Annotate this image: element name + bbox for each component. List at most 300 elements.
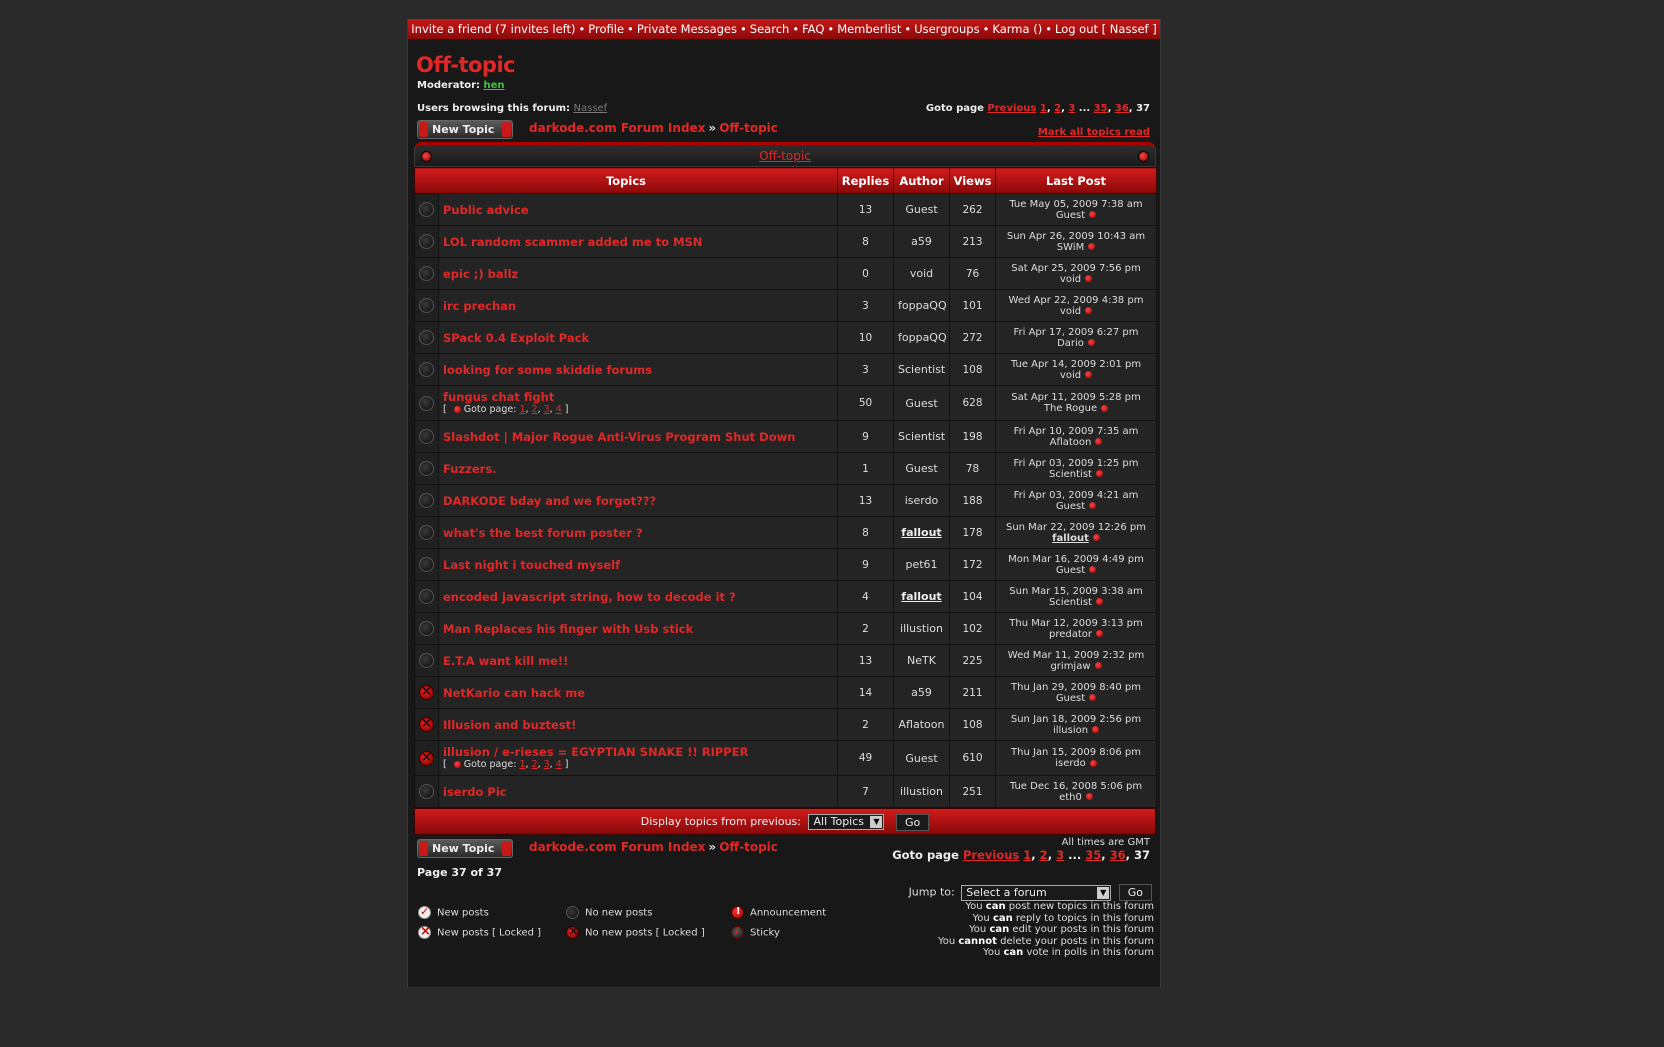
last-post-user[interactable]: void (1059, 273, 1082, 285)
topic-title-link[interactable]: NetKario can hack me (443, 685, 586, 700)
breadcrumb-separator: » (708, 121, 717, 135)
topic-title-cell (439, 453, 838, 485)
page-link[interactable]: 35 (1093, 103, 1108, 114)
topic-title-cell (439, 194, 838, 226)
last-post-cell (996, 776, 1157, 808)
topic-page-link[interactable]: 1 (519, 758, 526, 770)
last-post-date: Fri Apr 10, 2009 7:35 am (1013, 425, 1139, 437)
topic-title-cell (439, 549, 838, 581)
nav-item[interactable]: Private Messages (636, 22, 737, 36)
topic-status-cell (415, 290, 439, 322)
legend-new-locked (418, 926, 541, 939)
view-latest-post-icon[interactable] (1090, 760, 1097, 767)
users-browsing (417, 103, 607, 114)
last-post-cell (996, 386, 1157, 421)
views-cell: 104 (950, 581, 996, 613)
last-post-user-line (998, 725, 1154, 736)
goto-page-label: Goto page (892, 848, 963, 862)
topic-page-link[interactable]: 2 (531, 758, 538, 770)
left-knob-icon (421, 151, 432, 162)
topic-title-link[interactable]: Illusion and buztest! (443, 717, 577, 732)
replies-cell: 10 (838, 322, 894, 354)
display-select-value: All Topics (813, 815, 865, 828)
view-latest-post-icon[interactable] (1095, 438, 1102, 445)
views-cell: 178 (950, 517, 996, 549)
author-cell: foppaQQ (894, 290, 950, 322)
topic-status-cell (415, 741, 439, 776)
no-new-posts-icon (419, 557, 434, 572)
view-latest-post-icon[interactable] (1096, 598, 1103, 605)
announcement-icon (731, 906, 744, 919)
table-row (415, 386, 1157, 421)
current-page: 37 (1136, 103, 1150, 114)
author-cell: Aflatoon (894, 709, 950, 741)
last-post-date: Fri Apr 17, 2009 6:27 pm (1013, 326, 1139, 338)
last-post-user[interactable]: Guest (1055, 564, 1086, 576)
moderator-label: Moderator: (417, 80, 481, 91)
timezone-note: All times are GMT (1061, 837, 1150, 848)
last-post-date: Thu Mar 12, 2009 3:13 pm (1009, 617, 1143, 629)
topic-title-link[interactable]: LOL random scammer added me to MSN (443, 234, 703, 249)
last-post-user[interactable]: grimjaw (1050, 660, 1091, 672)
header-author: Author (894, 168, 950, 194)
author-cell[interactable]: fallout (894, 581, 950, 613)
legend-label: No new posts (585, 907, 653, 919)
topic-status-cell (415, 322, 439, 354)
moderator-name-link[interactable]: hen (483, 80, 505, 91)
legend-label: Announcement (750, 907, 827, 919)
topic-title-link[interactable]: epic ;) ballz (443, 266, 519, 281)
new-topic-button[interactable]: New Topic (417, 120, 513, 139)
topic-status-cell (415, 386, 439, 421)
legend-label: New posts [ Locked ] (437, 927, 542, 939)
permission-line: You can edit your posts in this forum (969, 924, 1154, 935)
permission-verb: can (985, 901, 1006, 912)
topic-status-cell (415, 581, 439, 613)
last-post-date: Sun Jan 18, 2009 2:56 pm (1010, 713, 1142, 725)
breadcrumb-index-link[interactable]: darkode.com Forum Index (529, 121, 706, 135)
no-new-posts-icon (419, 461, 434, 476)
jump-to-select[interactable] (961, 885, 1111, 901)
topic-title-link[interactable]: encoded javascript string, how to decode it ? (443, 589, 736, 604)
last-post-cell (996, 194, 1157, 226)
views-cell: 108 (950, 354, 996, 386)
nav-separator: • (1045, 22, 1052, 36)
topic-title-cell (439, 645, 838, 677)
topic-page-link[interactable]: 3 (543, 758, 550, 770)
last-post-user[interactable]: void (1059, 305, 1082, 317)
no-new-posts-icon (419, 396, 434, 411)
jump-go-button[interactable]: Go (1119, 884, 1152, 901)
topic-title-link[interactable]: looking for some skiddie forums (443, 362, 653, 377)
view-latest-post-icon[interactable] (1092, 726, 1099, 733)
topic-title-cell (439, 485, 838, 517)
author-cell: Guest (894, 741, 950, 776)
legend-sticky (731, 926, 780, 939)
no-new-posts-icon (419, 621, 434, 636)
topic-status-cell (415, 645, 439, 677)
page-link[interactable]: 3 (1056, 848, 1065, 862)
topics-panel (414, 142, 1156, 835)
views-cell: 198 (950, 421, 996, 453)
chevron-down-icon: ▼ (1097, 887, 1109, 899)
topic-title-link[interactable]: iserdo Pic (443, 784, 507, 799)
last-post-cell (996, 421, 1157, 453)
last-post-user-line (998, 758, 1154, 769)
replies-cell: 4 (838, 581, 894, 613)
topic-title-link[interactable]: SPack 0.4 Exploit Pack (443, 330, 590, 345)
goto-page-label: Goto page: (460, 403, 520, 415)
top-nav (408, 19, 1160, 40)
topic-title-cell (439, 581, 838, 613)
page-link[interactable]: 35 (1085, 848, 1102, 862)
view-latest-post-icon[interactable] (1085, 307, 1092, 314)
last-post-user[interactable]: predator (1048, 628, 1093, 640)
locked-topic-icon (419, 751, 434, 766)
topic-title-link[interactable]: E.T.A want kill me!! (443, 653, 569, 668)
display-topics-bar (414, 808, 1156, 835)
legend-new-posts (418, 906, 489, 919)
table-row (415, 613, 1157, 645)
last-post-date: Fri Apr 03, 2009 1:25 pm (1013, 457, 1139, 469)
last-post-user-line (998, 437, 1154, 448)
topic-title-cell (439, 741, 838, 776)
author-cell[interactable]: fallout (894, 517, 950, 549)
view-latest-post-icon[interactable] (1089, 566, 1096, 573)
last-post-cell (996, 322, 1157, 354)
last-post-user-line (998, 338, 1154, 349)
permission-line: You can vote in polls in this forum (983, 947, 1154, 958)
table-row (415, 258, 1157, 290)
no-new-posts-icon (419, 202, 434, 217)
page-link[interactable]: 2 (1054, 103, 1062, 114)
view-latest-post-icon[interactable] (1095, 662, 1102, 669)
permission-line: You can post new topics in this forum (965, 901, 1154, 912)
view-latest-post-icon[interactable] (1088, 243, 1095, 250)
replies-cell: 1 (838, 453, 894, 485)
table-row (415, 677, 1157, 709)
views-cell: 102 (950, 613, 996, 645)
view-latest-post-icon[interactable] (1089, 694, 1096, 701)
nav-item[interactable]: Log out [ Nassef ] (1054, 22, 1157, 36)
nav-separator: • (740, 22, 747, 36)
view-latest-post-icon[interactable] (1093, 534, 1100, 541)
nav-item[interactable]: Memberlist (837, 22, 902, 36)
replies-cell: 13 (838, 194, 894, 226)
new-posts-icon (418, 906, 431, 919)
last-post-user[interactable]: void (1059, 369, 1082, 381)
pagination-ellipsis: ... (1064, 848, 1086, 862)
views-cell: 225 (950, 645, 996, 677)
last-post-user[interactable]: Dario (1057, 337, 1084, 349)
topic-title-cell (439, 517, 838, 549)
topic-page-link[interactable]: 1 (519, 403, 526, 415)
breadcrumb-separator: » (708, 840, 717, 854)
replies-cell: 2 (838, 709, 894, 741)
breadcrumb-forum-link[interactable]: Off-topic (719, 840, 778, 854)
permission-line: You cannot delete your posts in this forum (937, 935, 1154, 947)
replies-cell: 3 (838, 290, 894, 322)
breadcrumb-forum-link[interactable]: Off-topic (719, 121, 778, 135)
page-link[interactable]: 2 (1039, 848, 1048, 862)
last-post-date: Sun Mar 22, 2009 12:26 pm (1005, 521, 1147, 533)
author-cell: NeTK (894, 645, 950, 677)
forum-permissions (938, 901, 1154, 959)
no-new-posts-icon (419, 784, 434, 799)
last-post-cell (996, 645, 1157, 677)
page-link[interactable]: 3 (1068, 103, 1076, 114)
display-go-button[interactable]: Go (896, 814, 929, 831)
topic-title-link[interactable]: Fuzzers. (443, 461, 497, 476)
last-post-cell (996, 354, 1157, 386)
last-post-user[interactable]: Guest (1055, 500, 1086, 512)
category-title-link[interactable]: Off-topic (759, 149, 811, 163)
new-topic-button-bottom[interactable]: New Topic (417, 839, 513, 858)
last-post-user-line (998, 242, 1154, 253)
last-post-user-line (998, 469, 1154, 480)
display-label: Display topics from previous: (640, 815, 801, 828)
page-link[interactable]: 36 (1114, 103, 1129, 114)
view-latest-post-icon[interactable] (1101, 405, 1108, 412)
author-cell: pet61 (894, 549, 950, 581)
topic-title-cell (439, 709, 838, 741)
mark-all-read-link[interactable]: Mark all topics read (1037, 127, 1150, 138)
last-post-cell (996, 485, 1157, 517)
last-post-user-line (998, 565, 1154, 576)
replies-cell: 13 (838, 645, 894, 677)
last-post-user[interactable]: eth0 (1059, 791, 1082, 803)
view-latest-post-icon[interactable] (1085, 371, 1092, 378)
topic-title-cell (439, 226, 838, 258)
views-cell: 172 (950, 549, 996, 581)
last-post-cell (996, 226, 1157, 258)
author-cell: iserdo (894, 485, 950, 517)
topic-title-cell (439, 258, 838, 290)
previous-page-link[interactable]: Previous (962, 848, 1020, 862)
topic-title-cell (439, 421, 838, 453)
moderator-line (417, 80, 505, 91)
no-new-posts-icon (419, 589, 434, 604)
last-post-user[interactable]: Guest (1055, 692, 1086, 704)
last-post-date: Sun Mar 15, 2009 3:38 am (1009, 585, 1143, 597)
no-new-posts-icon (419, 493, 434, 508)
views-cell: 628 (950, 386, 996, 421)
breadcrumb (529, 121, 778, 135)
topic-page-link[interactable]: 2 (531, 403, 538, 415)
last-post-date: Sat Apr 11, 2009 5:28 pm (1011, 392, 1141, 403)
sticky-icon (731, 926, 744, 939)
last-post-cell (996, 517, 1157, 549)
topic-status-cell (415, 549, 439, 581)
views-cell: 610 (950, 741, 996, 776)
permission-verb: can (1003, 947, 1024, 958)
view-latest-post-icon[interactable] (1085, 275, 1092, 282)
last-post-date: Thu Jan 29, 2009 8:40 pm (1011, 681, 1141, 693)
topic-title-link[interactable]: what's the best forum poster ? (443, 525, 643, 540)
page-link[interactable]: 36 (1109, 848, 1126, 862)
table-row (415, 421, 1157, 453)
topic-title-cell (439, 354, 838, 386)
last-post-user-line (998, 693, 1154, 704)
last-post-date: Wed Apr 22, 2009 4:38 pm (1008, 294, 1144, 306)
page-of-label: Page 37 of 37 (417, 866, 502, 879)
table-row (415, 776, 1157, 808)
last-post-date: Fri Apr 03, 2009 4:21 am (1013, 489, 1139, 501)
nav-item[interactable]: Karma () (992, 22, 1043, 36)
author-cell: a59 (894, 677, 950, 709)
author-cell: a59 (894, 226, 950, 258)
views-cell: 213 (950, 226, 996, 258)
author-cell: Guest (894, 386, 950, 421)
browsing-label: Users browsing this forum: (417, 103, 571, 114)
table-row (415, 645, 1157, 677)
replies-cell: 50 (838, 386, 894, 421)
browsing-user-link[interactable]: Nassef (573, 103, 608, 114)
no-new-locked-icon (566, 926, 579, 939)
last-post-user-line (998, 306, 1154, 317)
table-row (415, 485, 1157, 517)
header-last-post: Last Post (996, 168, 1157, 194)
breadcrumb-bottom (529, 840, 778, 854)
last-post-user-line (998, 210, 1154, 221)
last-post-user[interactable]: iserdo (1055, 758, 1086, 769)
header-views: Views (950, 168, 996, 194)
last-post-cell (996, 677, 1157, 709)
nav-separator: • (627, 22, 634, 36)
last-post-user[interactable]: fallout (1052, 532, 1089, 544)
page-link[interactable]: 1 (1023, 848, 1032, 862)
header-topics: Topics (415, 168, 838, 194)
topic-goto-pages: [ Goto page: 1, 2, 3, 4 ] (443, 758, 569, 770)
chevron-down-icon: ▼ (870, 816, 882, 828)
nav-item[interactable]: Invite a friend (7 invites left) (411, 22, 576, 36)
last-post-date: Tue Apr 14, 2009 2:01 pm (1010, 358, 1142, 370)
view-latest-post-icon[interactable] (1089, 211, 1096, 218)
topic-title-link[interactable]: Public advice (443, 202, 529, 217)
topic-title-cell (439, 613, 838, 645)
last-post-user[interactable]: illusion (1052, 724, 1089, 736)
last-post-date: Mon Mar 16, 2009 4:49 pm (1008, 553, 1144, 565)
pagination-top: Goto page Previous 1, 2, 3 ... 35, 36, 37 (925, 103, 1150, 114)
views-cell: 78 (950, 453, 996, 485)
last-post-cell (996, 581, 1157, 613)
nav-separator: • (827, 22, 835, 36)
author-cell: Scientist (894, 354, 950, 386)
topic-title-link[interactable]: Man Replaces his finger with Usb stick (443, 621, 694, 636)
nav-item[interactable]: Profile (588, 22, 625, 36)
last-post-user[interactable]: Guest (1055, 209, 1086, 221)
previous-page-link[interactable]: Previous (987, 103, 1037, 114)
topic-page-link[interactable]: 4 (555, 758, 562, 770)
legend-no-new-locked (566, 926, 705, 939)
topic-status-cell (415, 421, 439, 453)
last-post-user[interactable]: SWiM (1056, 241, 1085, 253)
jump-to-value: Select a forum (966, 885, 1047, 899)
last-post-user-line (998, 597, 1154, 608)
topic-title-link[interactable]: illusion / e-rieses = EGYPTIAN SNAKE !! RIPPER (443, 744, 749, 759)
views-cell: 188 (950, 485, 996, 517)
topic-status-cell (415, 354, 439, 386)
author-cell: foppaQQ (894, 322, 950, 354)
view-latest-post-icon[interactable] (1089, 502, 1096, 509)
header-replies: Replies (838, 168, 894, 194)
topic-title-link[interactable]: DARKODE bday and we forgot??? (443, 493, 657, 508)
nav-separator: • (904, 22, 912, 36)
last-post-cell (996, 549, 1157, 581)
topic-status-cell (415, 194, 439, 226)
locked-topic-icon (419, 717, 434, 732)
topic-status-cell (415, 517, 439, 549)
topic-title-cell (439, 322, 838, 354)
no-new-posts-icon (419, 525, 434, 540)
page-link[interactable]: 1 (1039, 103, 1047, 114)
category-header (414, 142, 1156, 167)
topic-title-link[interactable]: Slashdot | Major Rogue Anti-Virus Program Shut Down (443, 429, 796, 444)
replies-cell: 2 (838, 613, 894, 645)
table-row (415, 226, 1157, 258)
jump-to-label: Jump to: (908, 885, 955, 899)
views-cell: 262 (950, 194, 996, 226)
new-locked-icon (418, 926, 431, 939)
permission-line: You can reply to topics in this forum (972, 912, 1154, 924)
last-post-user-line (998, 792, 1154, 803)
topic-title-link[interactable]: irc prechan (443, 298, 517, 313)
goto-page-icon (454, 406, 461, 413)
last-post-user[interactable]: Aflatoon (1049, 436, 1092, 448)
jump-to-box (909, 884, 1152, 901)
topic-status-cell (415, 613, 439, 645)
goto-page-label: Goto page (925, 103, 988, 114)
topic-status-cell (415, 776, 439, 808)
nav-item[interactable]: Search (749, 22, 790, 36)
topic-status-cell (415, 677, 439, 709)
last-post-user[interactable]: The Rogue (1043, 403, 1098, 414)
view-latest-post-icon[interactable] (1096, 630, 1103, 637)
view-latest-post-icon[interactable] (1096, 470, 1103, 477)
author-cell: void (894, 258, 950, 290)
last-post-user[interactable]: Scientist (1049, 468, 1092, 480)
topic-page-link[interactable]: 4 (555, 403, 562, 415)
topic-page-link[interactable]: 3 (543, 403, 550, 415)
last-post-date: Wed Mar 11, 2009 2:32 pm (1007, 649, 1145, 661)
last-post-cell (996, 453, 1157, 485)
permission-verb: can (992, 912, 1013, 924)
replies-cell: 7 (838, 776, 894, 808)
forum-title: Off-topic (416, 53, 516, 77)
table-row (415, 453, 1157, 485)
breadcrumb-index-link[interactable]: darkode.com Forum Index (529, 840, 706, 854)
topic-title-cell (439, 386, 838, 421)
view-latest-post-icon[interactable] (1088, 339, 1095, 346)
topic-title-link[interactable]: Last night i touched myself (443, 557, 621, 572)
topic-status-cell (415, 258, 439, 290)
locked-topic-icon (419, 685, 434, 700)
last-post-user[interactable]: Scientist (1049, 596, 1092, 608)
table-row (415, 709, 1157, 741)
author-cell: Scientist (894, 421, 950, 453)
no-new-posts-icon (419, 266, 434, 281)
no-new-posts-icon (419, 234, 434, 249)
topic-title-cell (439, 776, 838, 808)
last-post-date: Sun Apr 26, 2009 10:43 am (1006, 230, 1146, 242)
topic-title-link[interactable]: fungus chat fight (443, 389, 555, 404)
replies-cell: 3 (838, 354, 894, 386)
view-latest-post-icon[interactable] (1086, 793, 1093, 800)
display-select[interactable] (808, 814, 884, 830)
nav-item[interactable]: FAQ (802, 22, 825, 36)
nav-item[interactable]: Usergroups (914, 22, 980, 36)
table-row (415, 354, 1157, 386)
